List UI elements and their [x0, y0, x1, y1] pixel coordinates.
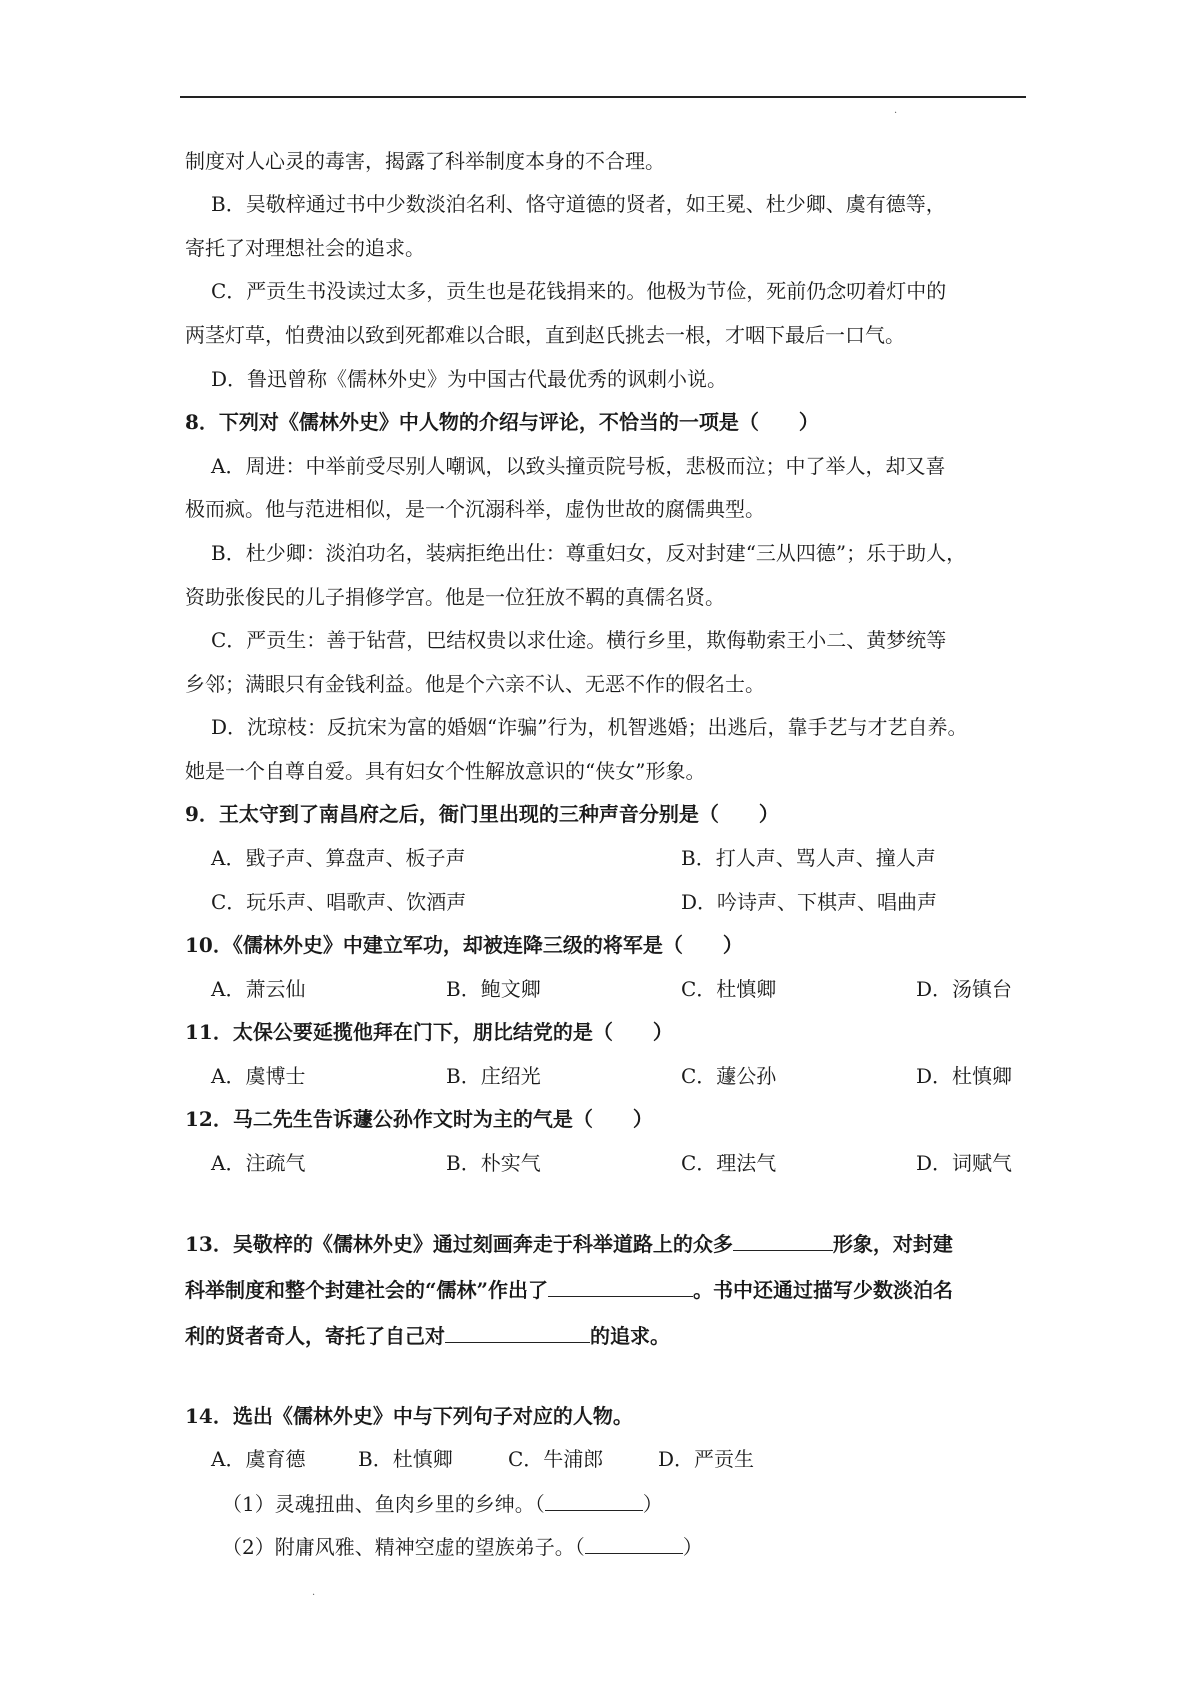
q14-option-d: D．严贡生 — [658, 1447, 755, 1471]
q7-option-b-line1: B．吴敬梓通过书中少数淡泊名利、恪守道德的贤者，如王冕、杜少卿、虞有德等， — [211, 192, 946, 216]
q13-blank-3[interactable] — [445, 1322, 590, 1343]
q8-a-line1: A．周进：中举前受尽别人嘲讽，以致头撞贡院号板，悲极而泣；中了举人，却又喜 — [211, 454, 946, 478]
q10-option-d: D．汤镇台 — [916, 977, 1013, 1001]
q13-blank-1[interactable] — [733, 1230, 833, 1251]
q13-line2 — [185, 1276, 953, 1303]
speck-top: · — [894, 108, 898, 119]
q14-sub-1 — [222, 1490, 663, 1517]
q14-stem: 14．选出《儒林外史》中与下列句子对应的人物。 — [185, 1404, 633, 1428]
q12-stem: 12．马二先生告诉蘧公孙作文时为主的气是（ ） — [185, 1107, 653, 1131]
q10-stem: 10．《儒林外史》中建立军功，却被连降三级的将军是（ ） — [185, 933, 743, 957]
q8-b-line1: B．杜少卿：淡泊功名，装病拒绝出仕：尊重妇女，反对封建“三从四德”；乐于助人， — [211, 541, 967, 565]
q9-option-c: C．玩乐声、唱歌声、饮酒声 — [211, 890, 467, 914]
q7-option-d: D．鲁迅曾称《儒林外史》为中国古代最优秀的讽刺小说。 — [211, 367, 728, 391]
q8-c-line2: 乡邻；满眼只有金钱利益。他是个六亲不认、无恶不作的假名士。 — [185, 672, 765, 696]
q14-sub-1-close: ） — [642, 1492, 663, 1516]
header-rule — [180, 96, 1026, 98]
q13-blank-2[interactable] — [548, 1276, 693, 1297]
q9-option-d: D．吟诗声、下棋声、唱曲声 — [681, 890, 938, 914]
q11-option-a: A．虞博士 — [211, 1064, 306, 1088]
q11-option-b: B．庄绍光 — [446, 1064, 541, 1088]
q14-blank-1[interactable] — [545, 1490, 643, 1511]
q8-b-line2: 资助张俊民的儿子捐修学宫。他是一位狂放不羁的真儒名贤。 — [185, 585, 725, 609]
q14-sub-2 — [222, 1533, 703, 1560]
q7-option-c-line2: 两茎灯草，怕费油以致到死都难以合眼，直到赵氏挑去一根，才咽下最后一口气。 — [185, 323, 905, 347]
q14-option-c: C．牛浦郎 — [508, 1447, 604, 1471]
q7-option-b-line2: 寄托了对理想社会的追求。 — [185, 236, 425, 260]
continuation-line: 制度对人心灵的毒害，揭露了科举制度本身的不合理。 — [185, 149, 665, 173]
q10-option-a: A．萧云仙 — [211, 977, 306, 1001]
q11-option-c: C．蘧公孙 — [681, 1064, 777, 1088]
q7-option-c-line1: C．严贡生书没读过太多，贡生也是花钱捐来的。他极为节俭，死前仍念叨着灯中的 — [211, 279, 947, 303]
q14-sub-2-text: （2）附庸风雅、精神空虚的望族弟子。（ — [222, 1535, 585, 1559]
q9-stem: 9．王太守到了南昌府之后，衙门里出现的三种声音分别是（ ） — [185, 802, 779, 826]
q8-d-line2: 她是一个自尊自爱。具有妇女个性解放意识的“侠女”形象。 — [185, 759, 706, 783]
q10-option-b: B．鲍文卿 — [446, 977, 541, 1001]
q13-text-1: 13．吴敬梓的《儒林外史》通过刻画奔走于科举道路上的众多 — [185, 1232, 733, 1256]
q11-stem: 11．太保公要延揽他拜在门下，朋比结党的是（ ） — [185, 1020, 673, 1044]
q14-option-a: A．虞育德 — [211, 1447, 306, 1471]
q8-d-line1: D．沈琼枝：反抗宋为富的婚姻“诈骗”行为，机智逃婚；出逃后，靠手艺与才艺自养。 — [211, 715, 968, 739]
q8-c-line1: C．严贡生：善于钻营，巴结权贵以求仕途。横行乡里，欺侮勒索王小二、黄梦统等 — [211, 628, 947, 652]
q12-option-a: A．注疏气 — [211, 1151, 306, 1175]
q12-option-b: B．朴实气 — [446, 1151, 541, 1175]
q10-option-c: C．杜慎卿 — [681, 977, 777, 1001]
q14-sub-2-close: ） — [682, 1535, 703, 1559]
q11-option-d: D．杜慎卿 — [916, 1064, 1013, 1088]
q8-stem: 8．下列对《儒林外史》中人物的介绍与评论，不恰当的一项是（ ） — [185, 410, 819, 434]
q14-option-b: B．杜慎卿 — [358, 1447, 453, 1471]
q14-sub-1-text: （1）灵魂扭曲、鱼肉乡里的乡绅。（ — [222, 1492, 545, 1516]
q13-text-2: 形象，对封建 — [832, 1232, 953, 1256]
q13-text-4: 。书中还通过描写少数淡泊名 — [693, 1278, 954, 1302]
q13-line1 — [185, 1230, 953, 1257]
q9-option-a: A．戥子声、算盘声、板子声 — [211, 846, 466, 870]
q8-a-line2: 极而疯。他与范进相似，是一个沉溺科举，虚伪世故的腐儒典型。 — [185, 497, 765, 521]
q9-option-b: B．打人声、骂人声、撞人声 — [681, 846, 936, 870]
q13-text-5: 利的贤者奇人，寄托了自己对 — [185, 1324, 445, 1348]
q12-option-c: C．理法气 — [681, 1151, 777, 1175]
q12-option-d: D．词赋气 — [916, 1151, 1013, 1175]
q14-blank-2[interactable] — [585, 1533, 683, 1554]
q13-line3 — [185, 1322, 670, 1349]
q13-text-6: 的追求。 — [590, 1324, 670, 1348]
q13-text-3: 科举制度和整个封建社会的“儒林”作出了 — [185, 1278, 549, 1302]
speck-bottom: · — [312, 1590, 316, 1601]
